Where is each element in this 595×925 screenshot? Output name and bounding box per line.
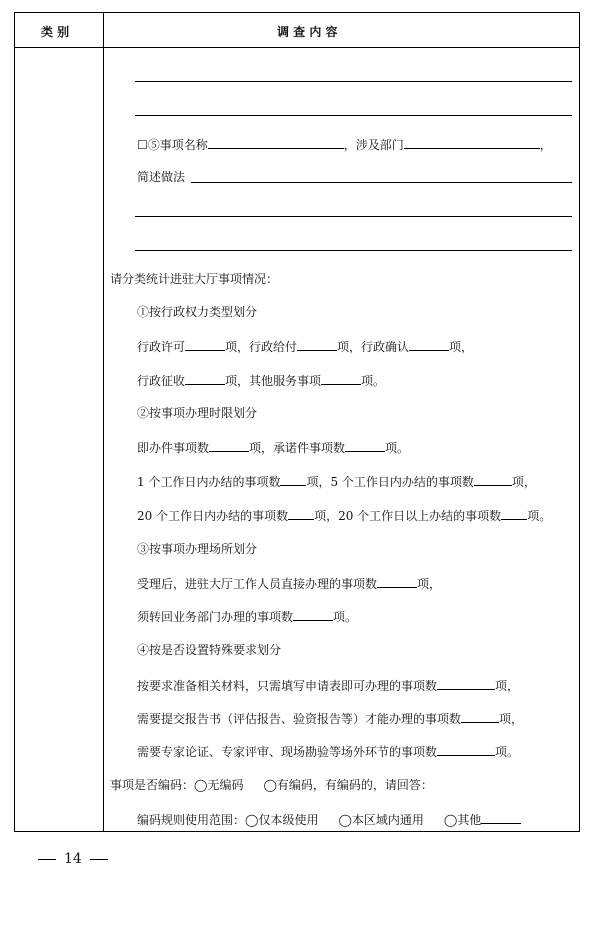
radio-no-code[interactable]: ◯无编码 [194,778,244,792]
answer-line[interactable] [135,216,572,217]
item-name-field[interactable] [208,137,344,149]
s2-line3: 20 个工作日内办结的事项数 项，20 个工作日以上办结的事项数 项。 [137,509,552,523]
s1-line1: 行政许可 项，行政给付 项，行政确认 项， [137,340,474,354]
count-field[interactable] [297,339,337,351]
s4-line3: 需要专家论证、专家评审、现场勘验等场外环节的事项数 项。 [137,745,520,759]
coding-scope: 编码规则使用范围：◯仅本级使用 ◯本区域内通用 ◯其他 [137,812,521,827]
count-field[interactable] [461,711,499,723]
s3-line1: 受理后，进驻大厅工作人员直接办理的事项数 项， [137,577,442,591]
dept-field[interactable] [404,137,540,149]
header-category: 类 别 [41,25,70,39]
count-field[interactable] [280,474,306,486]
s4-line2: 需要提交报告书（评估报告、验资报告等）才能办理的事项数 项， [137,712,524,726]
page-number: 14 [30,851,116,867]
column-divider [103,13,104,831]
stats-intro: 请分类统计进驻大厅事项情况： [110,272,279,286]
count-field[interactable] [377,576,417,588]
answer-line[interactable] [135,250,572,251]
count-field[interactable] [437,678,495,690]
count-field[interactable] [185,339,225,351]
radio-has-code[interactable]: ◯有编码，有编码的，请回答： [263,778,433,792]
header-content: 调 查 内 容 [277,25,338,39]
count-field[interactable] [293,609,333,621]
checkbox-icon[interactable]: ☐ [137,138,148,152]
radio-local[interactable]: ◯仅本级使用 [245,813,319,827]
section-title: ②按事项办理时限划分 [137,406,258,420]
desc-label: 简述做法 [137,170,186,184]
item5-label: ⑤事项名称 [147,138,208,152]
answer-line[interactable] [135,81,572,82]
section-title: ③按事项办理场所划分 [137,542,258,556]
count-field[interactable] [185,373,225,385]
count-field[interactable] [209,440,249,452]
s2-line1: 即办件事项数 项，承诺件事项数 项。 [137,441,410,455]
count-field[interactable] [345,440,385,452]
count-field[interactable] [409,339,449,351]
comma: ， [539,138,552,152]
count-field[interactable] [321,373,361,385]
count-field[interactable] [501,508,527,520]
s2-line2: 1 个工作日内办结的事项数 项，5 个工作日内办结的事项数 项， [137,475,536,489]
header-divider [15,47,579,48]
radio-region[interactable]: ◯本区域内通用 [338,813,424,827]
survey-table [14,12,580,832]
answer-line[interactable] [135,115,572,116]
s1-line2: 行政征收 项，其他服务事项 项。 [137,374,386,388]
coding-question: 事项是否编码：◯无编码 ◯有编码，有编码的，请回答： [110,778,433,792]
dept-label: ，涉及部门 [343,138,404,152]
desc-field[interactable] [191,182,572,183]
count-field[interactable] [288,508,314,520]
count-field[interactable] [474,474,512,486]
count-field[interactable] [437,744,495,756]
section-title: ①按行政权力类型划分 [137,305,258,319]
radio-other[interactable]: ◯其他 [443,813,482,827]
other-field[interactable] [481,812,521,824]
section-title: ④按是否设置特殊要求划分 [137,643,282,657]
item5-row [137,137,552,152]
s4-line1: 按要求准备相关材料，只需填写申请表即可办理的事项数 项， [137,679,520,693]
s3-line2: 须转回业务部门办理的事项数 项。 [137,610,358,624]
